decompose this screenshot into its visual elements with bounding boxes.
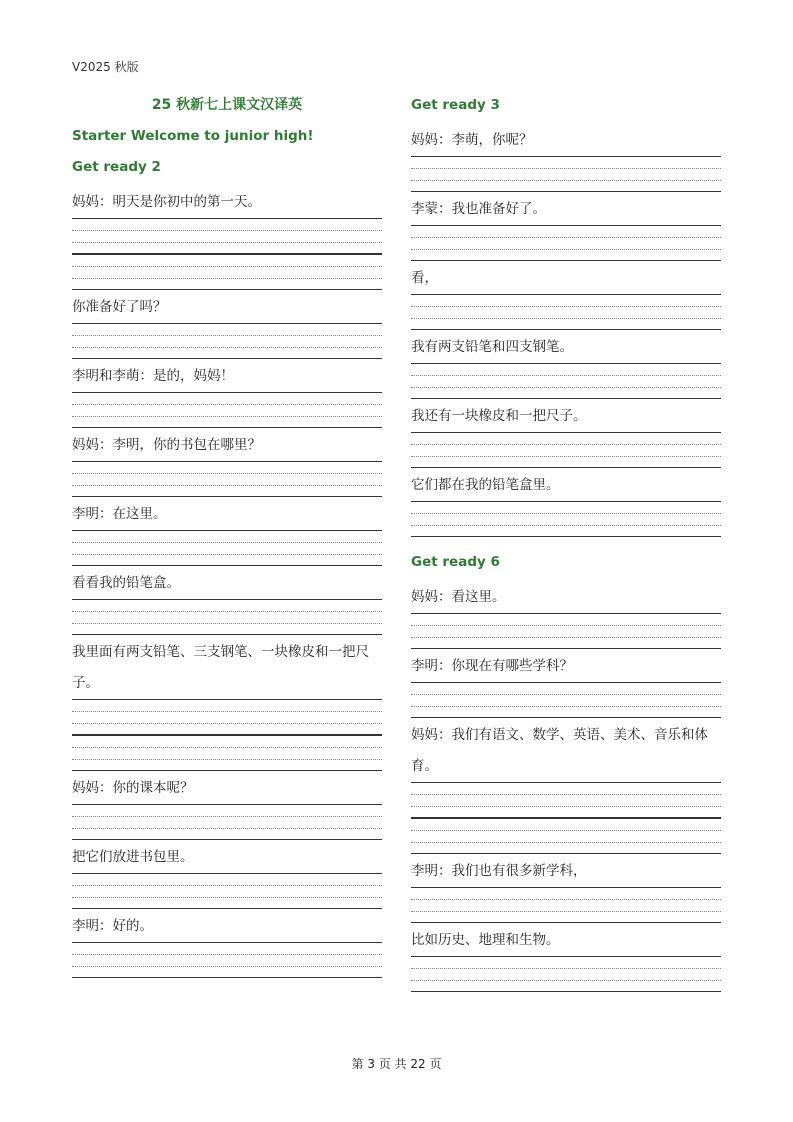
dotted-guide-line — [411, 899, 721, 900]
writing-line-group — [411, 294, 721, 330]
dotted-guide-line — [411, 637, 721, 638]
chinese-sentence: 李明：我们也有很多新学科， — [411, 863, 587, 879]
solid-rule-line — [411, 922, 721, 923]
answer-writing-area[interactable] — [411, 225, 721, 261]
dotted-guide-line — [411, 444, 721, 445]
writing-line-group — [411, 501, 721, 537]
writing-line-group — [72, 218, 382, 254]
dotted-guide-line — [411, 694, 721, 695]
writing-line-group — [411, 956, 721, 992]
solid-rule-line — [411, 156, 721, 157]
dotted-guide-line — [72, 554, 382, 555]
solid-rule-line — [72, 599, 382, 600]
solid-rule-line — [72, 358, 382, 359]
page-number: 第 3 页 共 22 页 — [351, 1057, 442, 1071]
dotted-guide-line — [72, 723, 382, 724]
solid-rule-line — [411, 225, 721, 226]
writing-line-group — [72, 873, 382, 909]
dotted-guide-line — [72, 473, 382, 474]
dotted-guide-line — [411, 842, 721, 843]
solid-rule-line — [72, 699, 382, 700]
solid-rule-line — [72, 770, 382, 771]
dotted-guide-line — [72, 747, 382, 748]
exercise-item — [411, 854, 721, 923]
dotted-guide-line — [411, 513, 721, 514]
dotted-guide-line — [72, 623, 382, 624]
solid-rule-line — [411, 329, 721, 330]
dotted-guide-line — [411, 168, 721, 169]
answer-writing-area[interactable] — [411, 682, 721, 718]
answer-writing-area[interactable] — [72, 599, 382, 635]
answer-writing-area[interactable] — [72, 392, 382, 428]
dotted-guide-line — [72, 416, 382, 417]
solid-rule-line — [72, 427, 382, 428]
exercise-item — [72, 290, 382, 359]
section-heading-get-ready-6: Get ready 6 — [411, 554, 500, 570]
exercise-item — [411, 649, 721, 718]
chinese-sentence: 妈妈：看这里。 — [411, 589, 506, 605]
solid-rule-line — [72, 254, 382, 255]
writing-line-group — [72, 461, 382, 497]
left-column — [72, 92, 382, 978]
section-heading-starter: Starter Welcome to junior high! — [72, 128, 314, 144]
solid-rule-line — [72, 873, 382, 874]
dotted-guide-line — [72, 828, 382, 829]
solid-rule-line — [72, 218, 382, 219]
solid-rule-line — [411, 467, 721, 468]
exercise-item — [411, 580, 721, 649]
dotted-guide-line — [72, 347, 382, 348]
dotted-guide-line — [411, 318, 721, 319]
writing-line-group — [411, 432, 721, 468]
answer-writing-area[interactable] — [72, 873, 382, 909]
solid-rule-line — [411, 294, 721, 295]
dotted-guide-line — [411, 625, 721, 626]
answer-writing-area[interactable] — [411, 501, 721, 537]
answer-writing-area[interactable] — [72, 530, 382, 566]
dotted-guide-line — [72, 278, 382, 279]
chinese-sentence: 你准备好了吗？ — [72, 299, 167, 315]
solid-rule-line — [411, 363, 721, 364]
worksheet-title: 25 秋新七上课文汉译英 — [151, 97, 303, 113]
solid-rule-line — [72, 634, 382, 635]
writing-line-group — [411, 782, 721, 818]
exercise-item — [72, 840, 382, 909]
exercise-item — [411, 330, 721, 399]
writing-line-group — [72, 699, 382, 735]
dotted-guide-line — [411, 706, 721, 707]
dotted-guide-line — [411, 387, 721, 388]
writing-line-group — [72, 804, 382, 840]
dotted-guide-line — [72, 266, 382, 267]
chinese-sentence: 我还有一块橡皮和一把尺子。 — [411, 408, 587, 424]
exercise-item — [72, 428, 382, 497]
answer-writing-area[interactable] — [411, 156, 721, 192]
writing-line-group — [72, 254, 382, 290]
solid-rule-line — [72, 908, 382, 909]
chinese-sentence: 李蒙：我也准备好了。 — [411, 201, 546, 217]
answer-writing-area[interactable] — [72, 699, 382, 771]
solid-rule-line — [72, 977, 382, 978]
writing-line-group — [411, 225, 721, 261]
solid-rule-line — [72, 735, 382, 736]
chinese-sentence: 李明：你现在有哪些学科？ — [411, 658, 573, 674]
dotted-guide-line — [72, 335, 382, 336]
writing-line-group — [72, 530, 382, 566]
answer-writing-area[interactable] — [72, 942, 382, 978]
exercise-item — [72, 185, 382, 290]
chinese-sentence: 妈妈：李萌，你呢？ — [411, 132, 533, 148]
answer-writing-area[interactable] — [72, 804, 382, 840]
answer-writing-area[interactable] — [411, 956, 721, 992]
dotted-guide-line — [411, 806, 721, 807]
exercise-item — [72, 771, 382, 840]
exercise-item — [72, 359, 382, 428]
dotted-guide-line — [72, 230, 382, 231]
solid-rule-line — [411, 818, 721, 819]
exercise-item — [72, 497, 382, 566]
solid-rule-line — [72, 496, 382, 497]
answer-writing-area[interactable] — [72, 218, 382, 290]
chinese-sentence: 看看我的铅笔盒。 — [72, 575, 180, 591]
chinese-sentence: 妈妈：明天是你初中的第一天。 — [72, 194, 261, 210]
solid-rule-line — [72, 565, 382, 566]
exercise-item — [411, 261, 721, 330]
writing-line-group — [72, 599, 382, 635]
dotted-guide-line — [411, 525, 721, 526]
writing-line-group — [411, 818, 721, 854]
dotted-guide-line — [72, 885, 382, 886]
answer-writing-area[interactable] — [72, 323, 382, 359]
solid-rule-line — [72, 289, 382, 290]
dotted-guide-line — [411, 237, 721, 238]
solid-rule-line — [72, 804, 382, 805]
exercise-item — [411, 123, 721, 192]
solid-rule-line — [411, 956, 721, 957]
solid-rule-line — [411, 501, 721, 502]
chinese-sentence: 把它们放进书包里。 — [72, 849, 194, 865]
solid-rule-line — [72, 530, 382, 531]
chinese-sentence: 妈妈：我们有语文、数学、英语、美术、音乐和体育。 — [411, 727, 708, 774]
solid-rule-line — [411, 782, 721, 783]
solid-rule-line — [411, 191, 721, 192]
section-heading-get-ready-3: Get ready 3 — [411, 97, 500, 113]
dotted-guide-line — [72, 954, 382, 955]
dotted-guide-line — [411, 180, 721, 181]
answer-writing-area[interactable] — [411, 294, 721, 330]
writing-line-group — [411, 613, 721, 649]
dotted-guide-line — [411, 306, 721, 307]
answer-writing-area[interactable] — [411, 613, 721, 649]
dotted-guide-line — [72, 759, 382, 760]
exercise-item — [72, 635, 382, 771]
dotted-guide-line — [72, 897, 382, 898]
exercise-item — [72, 909, 382, 978]
dotted-guide-line — [411, 980, 721, 981]
dotted-guide-line — [72, 485, 382, 486]
chinese-sentence: 它们都在我的铅笔盒里。 — [411, 477, 560, 493]
dotted-guide-line — [72, 542, 382, 543]
dotted-guide-line — [411, 968, 721, 969]
dotted-guide-line — [72, 816, 382, 817]
chinese-sentence: 比如历史、地理和生物。 — [411, 932, 560, 948]
exercise-list-get-ready-3 — [411, 123, 721, 537]
dotted-guide-line — [411, 830, 721, 831]
dotted-guide-line — [72, 242, 382, 243]
writing-line-group — [72, 942, 382, 978]
exercise-item — [411, 399, 721, 468]
dotted-guide-line — [411, 456, 721, 457]
solid-rule-line — [411, 682, 721, 683]
chinese-sentence: 我有两支铅笔和四支钢笔。 — [411, 339, 573, 355]
solid-rule-line — [411, 432, 721, 433]
solid-rule-line — [411, 853, 721, 854]
dotted-guide-line — [72, 711, 382, 712]
solid-rule-line — [411, 991, 721, 992]
dotted-guide-line — [411, 375, 721, 376]
answer-writing-area[interactable] — [411, 887, 721, 923]
writing-line-group — [411, 156, 721, 192]
dotted-guide-line — [72, 611, 382, 612]
exercise-item — [411, 718, 721, 854]
dotted-guide-line — [411, 794, 721, 795]
chinese-sentence: 李明：好的。 — [72, 918, 153, 934]
chinese-sentence: 李明和李萌：是的，妈妈！ — [72, 368, 234, 384]
writing-line-group — [411, 363, 721, 399]
exercise-item — [72, 566, 382, 635]
solid-rule-line — [411, 717, 721, 718]
version-label: V2025 秋版 — [72, 60, 139, 74]
writing-line-group — [411, 682, 721, 718]
writing-line-group — [72, 323, 382, 359]
solid-rule-line — [411, 398, 721, 399]
answer-writing-area[interactable] — [72, 461, 382, 497]
dotted-guide-line — [72, 404, 382, 405]
right-column — [411, 92, 721, 992]
solid-rule-line — [72, 461, 382, 462]
solid-rule-line — [411, 887, 721, 888]
answer-writing-area[interactable] — [411, 782, 721, 854]
solid-rule-line — [411, 536, 721, 537]
chinese-sentence: 妈妈：李明，你的书包在哪里？ — [72, 437, 261, 453]
solid-rule-line — [72, 392, 382, 393]
solid-rule-line — [411, 260, 721, 261]
chinese-sentence: 妈妈：你的课本呢？ — [72, 780, 194, 796]
solid-rule-line — [411, 648, 721, 649]
writing-line-group — [72, 735, 382, 771]
answer-writing-area[interactable] — [411, 432, 721, 468]
exercise-list-get-ready-2 — [72, 185, 382, 978]
chinese-sentence: 李明：在这里。 — [72, 506, 167, 522]
solid-rule-line — [411, 613, 721, 614]
dotted-guide-line — [411, 249, 721, 250]
dotted-guide-line — [411, 911, 721, 912]
exercise-list-get-ready-6 — [411, 580, 721, 992]
solid-rule-line — [72, 839, 382, 840]
exercise-item — [411, 468, 721, 537]
dotted-guide-line — [72, 966, 382, 967]
solid-rule-line — [72, 323, 382, 324]
exercise-item — [411, 923, 721, 992]
solid-rule-line — [72, 942, 382, 943]
writing-line-group — [72, 392, 382, 428]
writing-line-group — [411, 887, 721, 923]
answer-writing-area[interactable] — [411, 363, 721, 399]
chinese-sentence: 看， — [411, 270, 438, 286]
section-heading-get-ready-2: Get ready 2 — [72, 159, 161, 175]
exercise-item — [411, 192, 721, 261]
chinese-sentence: 我里面有两支铅笔、三支钢笔、一块橡皮和一把尺子。 — [72, 644, 369, 691]
